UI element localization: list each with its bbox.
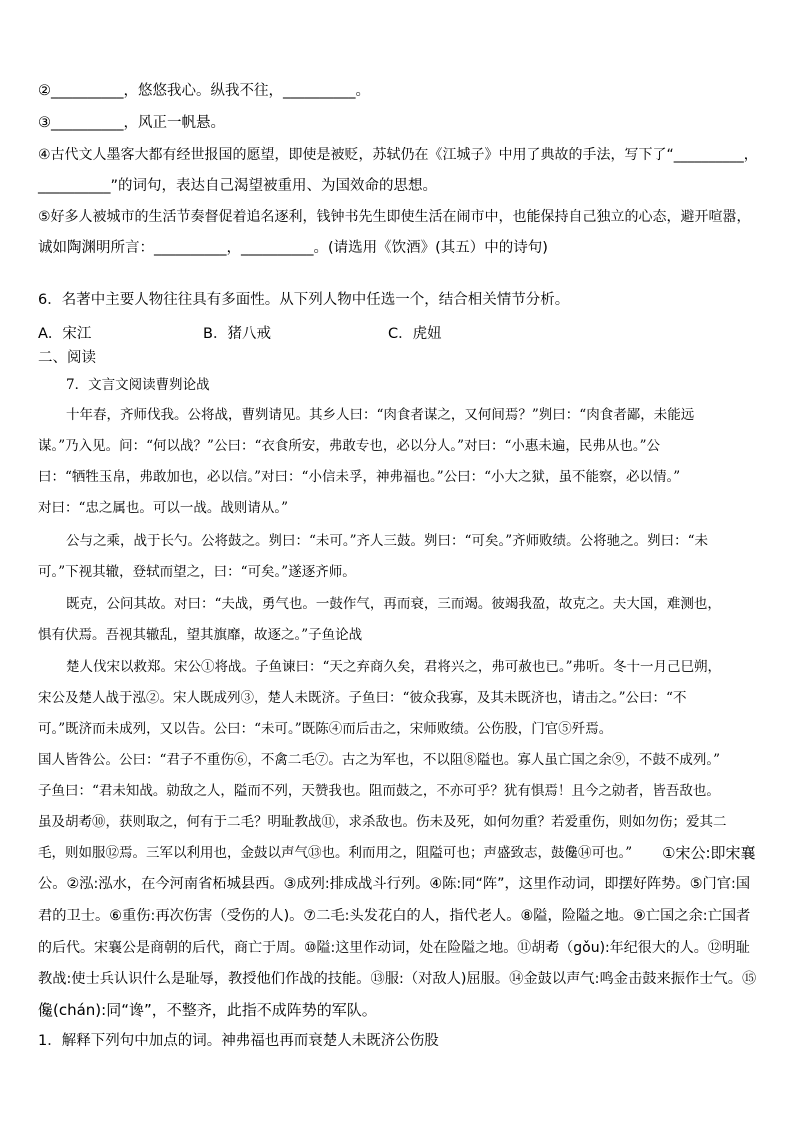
- passage-line: 虽及胡耇⑩，获则取之，何有于二毛？明耻教战⑪，求杀敌也。伤未及死，如何勿重？若爱重伤，则如勿伤；爱其二: [38, 814, 727, 830]
- passage-line: 可。”既济而未成列，又以告。公曰：“未可。”既陈④而后击之，宋师败绩。公伤股，门官⑤歼焉。: [38, 721, 613, 737]
- section-title: 二、阅读: [38, 350, 96, 366]
- passage-line: 子鱼曰：“君未知战。勍敌之人，隘而不列，天赞我也。阻而鼓之，不亦可乎？犹有惧焉！且今之勍者，皆吾敌也。: [38, 783, 720, 799]
- annotation-line: 公。②泓:泓水，在今河南省柘城县西。③成列:排成战斗行列。④陈:同“阵”，这里作动词，即摆好阵势。⑤门官:国: [38, 876, 751, 892]
- passage-line: 宋公及楚人战于泓②。宋人既成列③，楚人未既济。子鱼曰：“彼众我寡，及其未既济也，请击之。”公曰：“不: [38, 690, 687, 706]
- fill-blank-q4-line1: ④古代文人墨客大都有经世报国的愿望，即使是被贬，苏轼仍在《江城子》中用了典故的手法，写下了“__________，: [38, 147, 758, 163]
- fill-blank-q5-line1: ⑤好多人被城市的生活节奏督促着追名逐利，钱钟书先生即使生活在闹市中，也能保持自己独立的心态，避开喧嚣，: [38, 209, 751, 225]
- fill-blank-q4-line2: __________”的词句，表达自己渴望被重用、为国效命的思想。: [38, 178, 438, 194]
- passage-line: 公与之乘，战于长勺。公将鼓之。刿曰：“未可。”齐人三鼓。刿曰：“可矣。”齐师败绩。公将驰之。刿曰：“未: [66, 533, 709, 549]
- passage-line: 对曰：“忠之属也。可以一战。战则请从。”: [38, 500, 289, 516]
- fill-blank-q2: ②__________，悠悠我心。纵我不往，__________。: [38, 83, 370, 99]
- annotation-line: 儳(chán):同“谗”，不整齐，此指不成阵势的军队。: [38, 1001, 377, 1019]
- option-b: B．猪八戒: [203, 326, 271, 342]
- option-a: A．宋江: [38, 326, 92, 342]
- passage-line: 可。”下视其辙，登轼而望之，曰：“可矣。”遂逐齐师。: [38, 564, 356, 580]
- sub-question-1: 1．解释下列句中加点的词。神弗福也再而衰楚人未既济公伤股: [38, 1033, 439, 1049]
- fill-blank-q3: ③__________，风正一帆悬。: [38, 115, 225, 131]
- fill-blank-q5-line2: 诚如陶渊明所言：__________，__________。(请选用《饮酒》(其五）中的诗句): [38, 240, 548, 256]
- question-6-prompt: 6．名著中主要人物往往具有多面性。从下列人物中任选一个，结合相关情节分析。: [38, 292, 570, 308]
- annotation-line: ①宋公:即宋襄: [662, 844, 756, 862]
- passage-line: 楚人伐宋以救郑。宋公①将战。子鱼谏曰：“天之弃商久矣，君将兴之，弗可赦也已。”弗听。冬十一月己巳朔，: [66, 659, 722, 675]
- passage-line: 十年春，齐师伐我。公将战，曹刿请见。其乡人曰：“肉食者谋之，又何间焉？”刿曰：“肉食者鄙，未能远: [66, 407, 695, 423]
- annotation-line: 教战:使士兵认识什么是耻辱，教授他们作战的技能。⑬服:（对敌人)屈服。⑭金鼓以声气:鸣金击鼓来振作士气。⑮: [38, 971, 757, 987]
- annotation-line: 君的卫士。⑥重伤:再次伤害（受伤的人)。⑦二毛:头发花白的人，指代老人。⑧隘，险隘之地。⑨亡国之余:亡国者: [38, 908, 751, 924]
- passage-line: 谋。”乃入见。问：“何以战？”公曰：“衣食所安，弗敢专也，必以分人。”对曰：“小惠未遍，民弗从也。”公: [38, 438, 661, 454]
- annotation-line: 的后代。宋襄公是商朝的后代，商亡于周。⑩隘:这里作动词，处在险隘之地。⑪胡耇（gǒu):年纪很大的人。⑫明耻: [38, 940, 750, 956]
- passage-line: 曰：“牺牲玉帛，弗敢加也，必以信。”对曰：“小信未孚，神弗福也。”公曰：“小大之狱，虽不能察，必以情。”: [38, 469, 681, 485]
- passage-line: 国人皆咎公。公曰：“君子不重伤⑥，不禽二毛⑦。古之为军也，不以阻⑧隘也。寡人虽亡国之余⑨，不鼓不成列。”: [38, 752, 721, 768]
- question-7-title: 7．文言文阅读曹刿论战: [66, 377, 210, 393]
- passage-line: 惧有伏焉。吾视其辙乱，望其旗靡，故逐之。”子鱼论战: [38, 627, 363, 643]
- passage-line: 毛，则如服⑫焉。三军以利用也，金鼓以声气⑬也。利而用之，阻隘可也；声盛致志，鼓儳⑭可也。”: [38, 845, 633, 861]
- passage-line: 既克，公问其故。对曰：“夫战，勇气也。一鼓作气，再而衰，三而竭。彼竭我盈，故克之。夫大国，难测也，: [66, 596, 721, 612]
- question-6-options: [38, 322, 758, 342]
- option-c: C．虎妞: [388, 326, 442, 342]
